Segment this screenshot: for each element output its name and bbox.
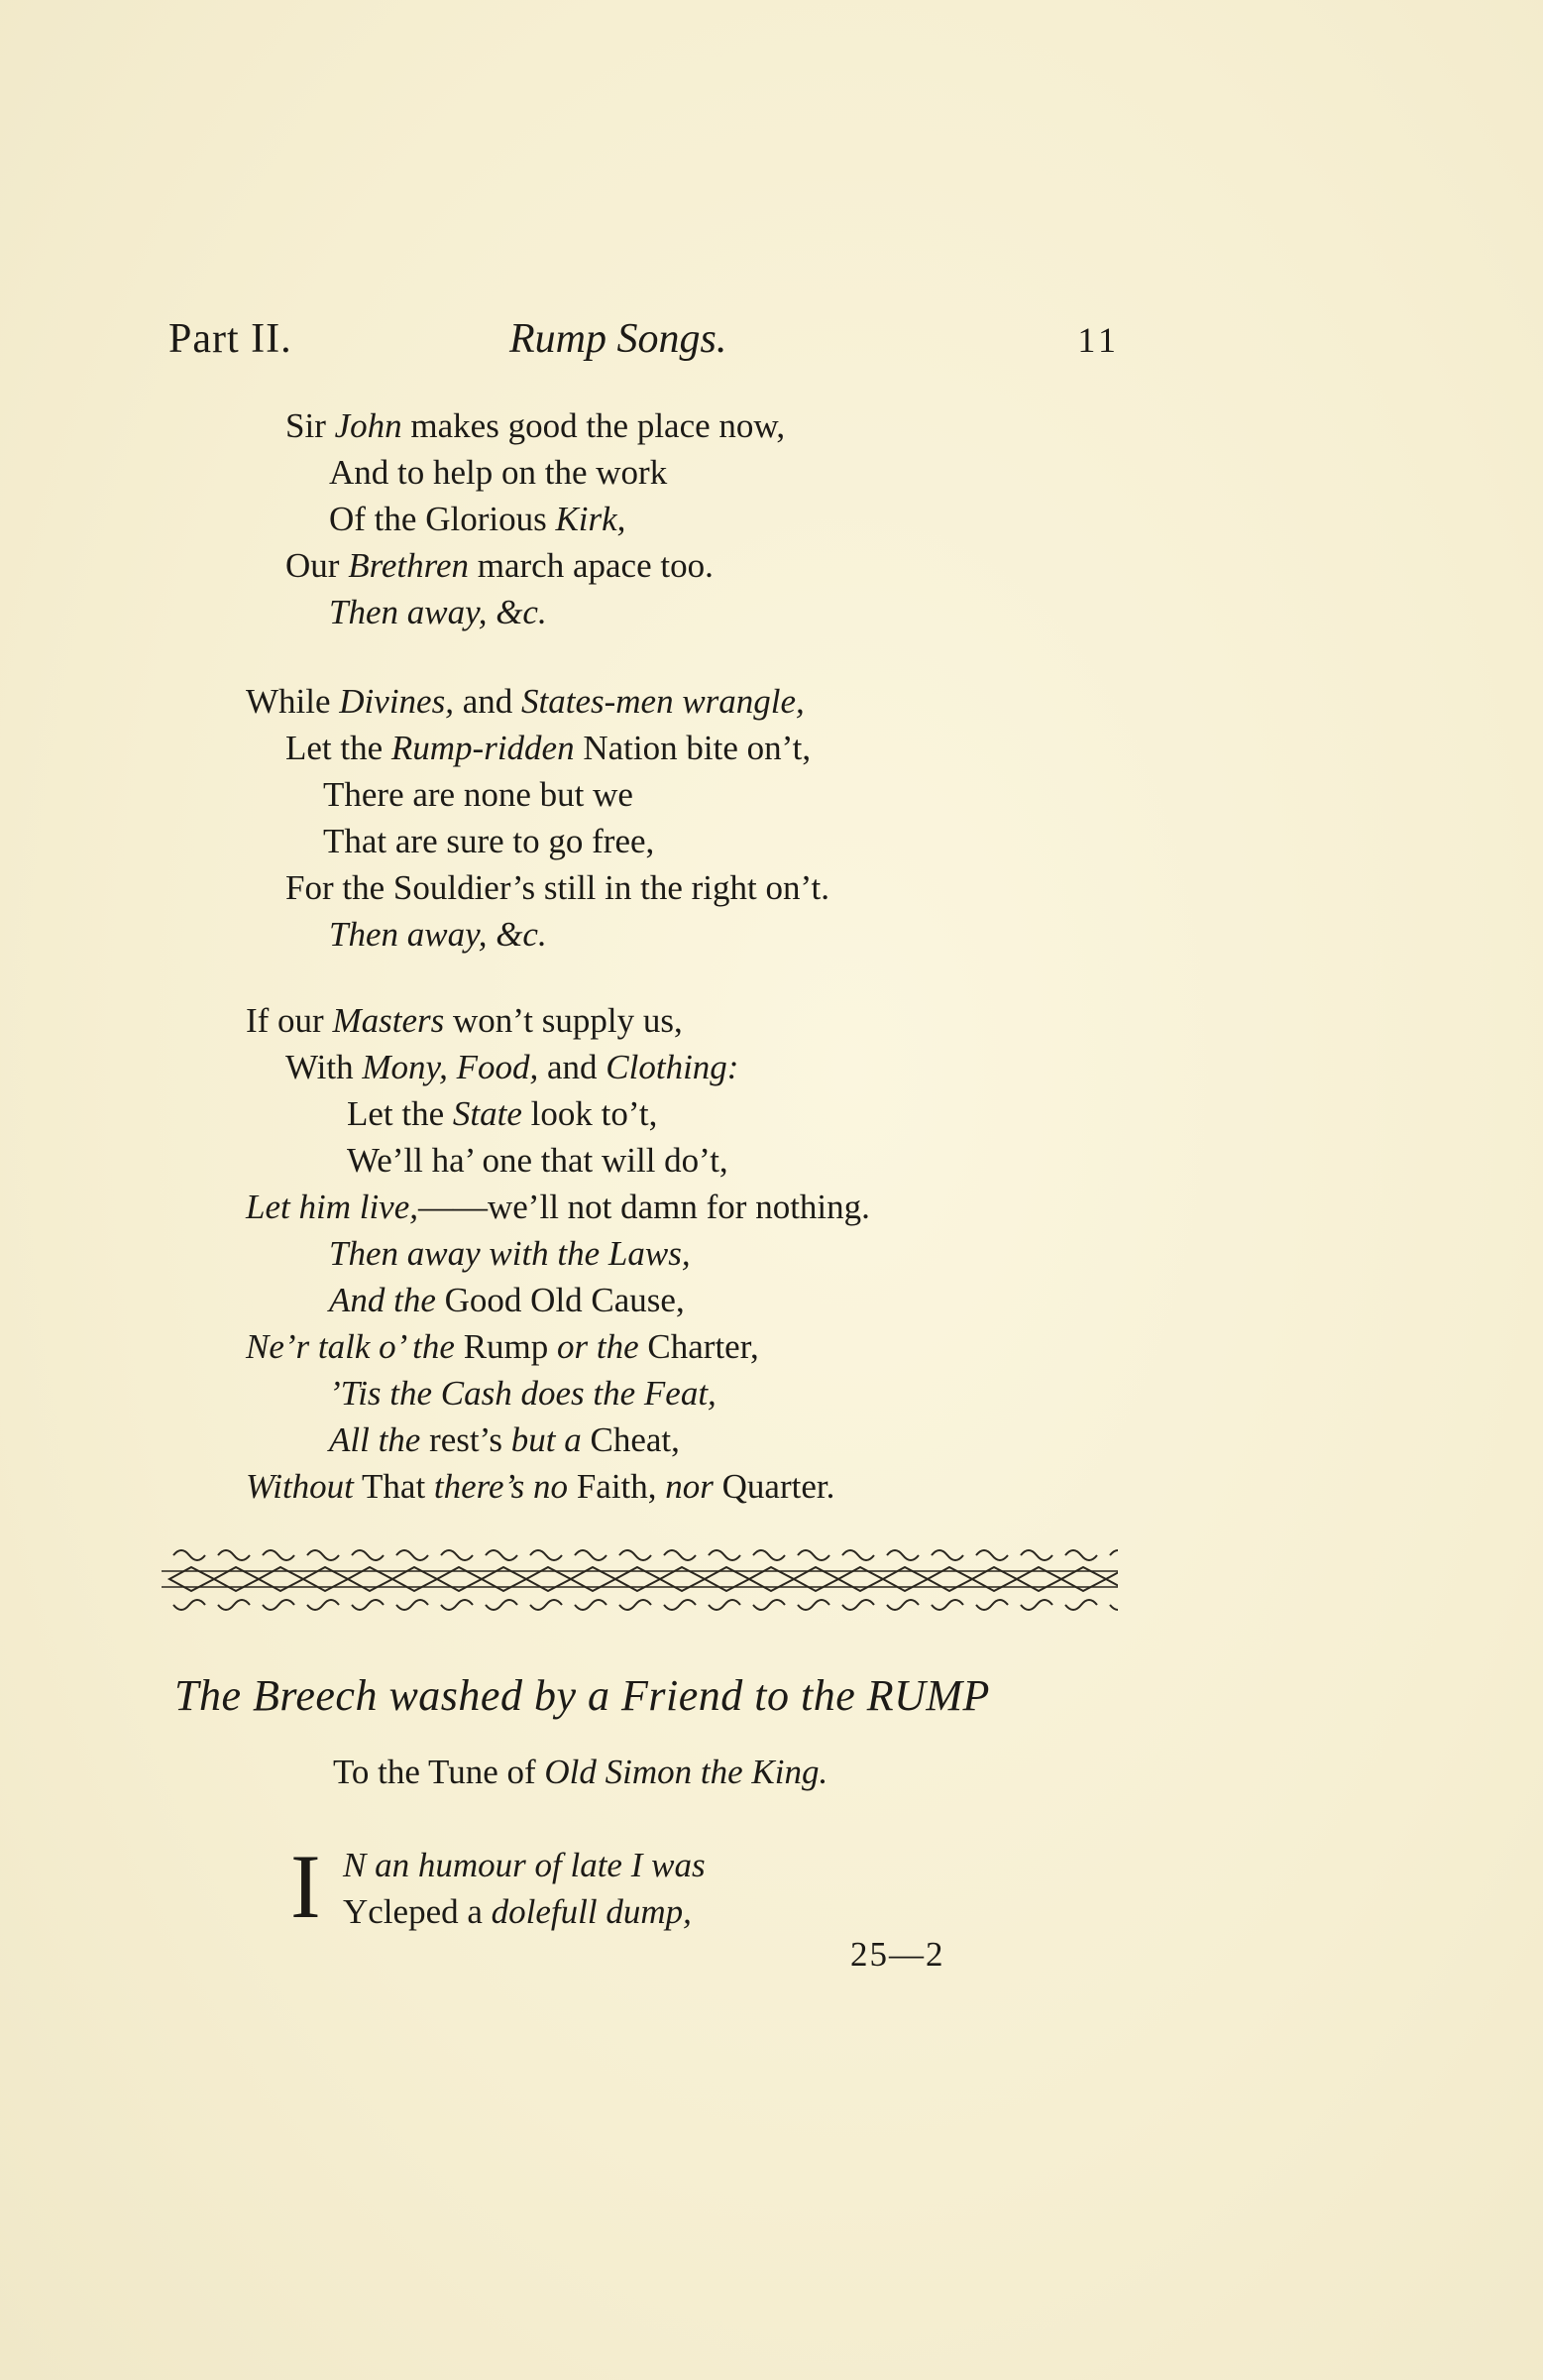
ornament-scroll-top	[619, 1550, 651, 1560]
verse-line	[329, 453, 667, 493]
drop-cap: I	[290, 1836, 321, 1937]
verse-segment: And the	[329, 1281, 436, 1319]
ornament-scroll-bottom	[976, 1600, 1008, 1610]
ornament-scroll-top	[842, 1550, 874, 1560]
signature-mark: 25—2	[850, 1935, 945, 1974]
ornament-scroll-bottom	[709, 1600, 740, 1610]
ornament-scroll-bottom	[1065, 1600, 1097, 1610]
part-label: Part II.	[168, 316, 292, 362]
verse-line	[329, 915, 547, 955]
verse-segment: While	[246, 682, 340, 721]
ornament-scroll-bottom	[441, 1600, 473, 1610]
verse-segment: Cheat,	[581, 1420, 680, 1459]
verse-segment: John	[334, 406, 402, 445]
verse-segment: N an humour of late I was	[343, 1846, 706, 1884]
ornament-scroll-top	[664, 1550, 696, 1560]
verse-segment: And to help on the work	[329, 453, 668, 492]
verse-segment: State	[452, 1094, 522, 1133]
verse-line	[323, 822, 654, 861]
verse-segment: Brethren	[348, 546, 470, 585]
verse-line	[285, 546, 714, 586]
ornament-scroll-top	[932, 1550, 963, 1560]
verse-segment: Quarter.	[713, 1467, 835, 1506]
ornament-scroll-top	[976, 1550, 1008, 1560]
verse-segment: That	[353, 1467, 434, 1506]
ornament-scroll-bottom	[887, 1600, 919, 1610]
ornament-scroll-bottom	[664, 1600, 696, 1610]
verse-segment: Rump-ridden	[390, 729, 575, 767]
verse-segment: Then away, &c.	[329, 915, 547, 954]
verse-segment: For the Souldier’s still in the right on’t.	[285, 868, 829, 907]
verse-line	[329, 593, 547, 632]
song-title: The Breech washed by a Friend to the RUMP	[174, 1671, 990, 1720]
verse-line	[285, 1048, 738, 1087]
ornament-scroll-top	[1021, 1550, 1052, 1560]
ornament-scroll-bottom	[798, 1600, 829, 1610]
opening-line	[343, 1846, 706, 1885]
ornament-scroll-bottom	[1110, 1600, 1118, 1610]
ornament-scroll-bottom	[352, 1600, 384, 1610]
opening-line	[343, 1892, 692, 1932]
verse-segment: There are none but we	[323, 775, 633, 814]
verse-line	[285, 406, 785, 446]
ornament-scroll-bottom	[263, 1600, 294, 1610]
tune-line	[333, 1753, 827, 1792]
ornament-scroll-bottom	[753, 1600, 785, 1610]
verse-segment: Let the	[285, 729, 391, 767]
verse-segment: there’s no	[433, 1467, 569, 1506]
ornament-scroll-bottom	[842, 1600, 874, 1610]
verse-segment: We’ll ha’ one that will do’t,	[347, 1141, 728, 1180]
ornament-scroll-top	[352, 1550, 384, 1560]
ornament-scroll-bottom	[396, 1600, 428, 1610]
running-head	[168, 315, 1120, 375]
verse-segment: but a	[510, 1420, 582, 1459]
verse-segment: That are sure to go free,	[323, 822, 655, 860]
verse-segment: Masters	[332, 1001, 445, 1040]
verse-segment: With	[285, 1048, 363, 1086]
verse-segment: Mony, Food,	[362, 1048, 539, 1086]
verse-segment: Nation bite on’t,	[574, 729, 812, 767]
ornament-scroll-bottom	[1021, 1600, 1052, 1610]
verse-line	[329, 500, 625, 539]
verse-segment: Let him live,	[246, 1188, 418, 1226]
verse-line	[246, 1188, 870, 1227]
verse-segment: Without	[246, 1467, 354, 1506]
page-number: 11	[1077, 320, 1120, 360]
verse-line	[329, 1281, 685, 1320]
verse-segment: If our	[246, 1001, 333, 1040]
verse-segment: Ne’r talk o’ the	[246, 1327, 455, 1366]
ornament-scroll-bottom	[575, 1600, 606, 1610]
verse-segment: All the	[329, 1420, 421, 1459]
verse-line	[323, 775, 633, 815]
verse-line	[246, 1327, 759, 1367]
ornament-scroll-top	[887, 1550, 919, 1560]
ornament-scroll-top	[798, 1550, 829, 1560]
verse-segment: Let the	[347, 1094, 453, 1133]
ornament-scroll-top	[753, 1550, 785, 1560]
verse-line	[329, 1234, 691, 1274]
verse-segment: Then away with the Laws,	[329, 1234, 691, 1273]
verse-segment: Then away, &c.	[329, 593, 547, 631]
ornament-scroll-top	[396, 1550, 428, 1560]
ornament-scroll-top	[263, 1550, 294, 1560]
ornament-scroll-bottom	[307, 1600, 339, 1610]
verse-segment: Ycleped a	[343, 1892, 492, 1931]
running-title: Rump Songs.	[509, 316, 727, 362]
verse-line	[246, 1467, 834, 1507]
verse-segment: Clothing:	[606, 1048, 739, 1086]
verse-segment: Divines,	[339, 682, 454, 721]
ornament-scroll-top	[486, 1550, 517, 1560]
verse-line	[347, 1141, 728, 1181]
verse-line	[329, 1374, 716, 1414]
verse-segment: look to’t,	[521, 1094, 658, 1133]
verse-segment: ’Tis the Cash does the Feat,	[329, 1374, 716, 1413]
ornament-scroll-bottom	[486, 1600, 517, 1610]
ornament-scroll-bottom	[173, 1600, 205, 1610]
ornamental-rule	[162, 1541, 1118, 1621]
verse-segment: Of the Glorious	[329, 500, 556, 538]
ornament-scroll-top	[1065, 1550, 1097, 1560]
verse-line	[246, 682, 805, 722]
verse-segment: or the	[557, 1327, 639, 1366]
ornament-scroll-top	[173, 1550, 205, 1560]
ornament-scroll-top	[441, 1550, 473, 1560]
ornament-scroll-bottom	[619, 1600, 651, 1610]
verse-segment: makes good the place now,	[401, 406, 786, 445]
verse-segment: States-men wrangle,	[521, 682, 805, 721]
ornament-scroll-top	[575, 1550, 606, 1560]
verse-segment: dolefull dump,	[491, 1892, 692, 1931]
ornament-scroll-bottom	[530, 1600, 562, 1610]
verse-segment: and	[538, 1048, 606, 1086]
verse-segment: ——we’ll not damn for nothing.	[418, 1188, 870, 1226]
ornament-scroll-bottom	[932, 1600, 963, 1610]
verse-segment: rest’s	[420, 1420, 511, 1459]
ornament-scroll-top	[1110, 1550, 1118, 1560]
verse-line	[285, 868, 829, 908]
verse-segment: Rump	[454, 1327, 558, 1366]
ornament-scroll-top	[530, 1550, 562, 1560]
verse-segment: won’t supply us,	[444, 1001, 683, 1040]
verse-line	[329, 1420, 680, 1460]
verse-segment: Charter,	[638, 1327, 759, 1366]
verse-line	[347, 1094, 657, 1134]
verse-segment: Good Old Cause,	[435, 1281, 685, 1319]
verse-segment: nor	[665, 1467, 714, 1506]
ornament-scroll-top	[709, 1550, 740, 1560]
verse-segment: march apace too.	[469, 546, 714, 585]
ornament-scroll-top	[218, 1550, 250, 1560]
verse-line	[285, 729, 811, 768]
verse-segment: and	[453, 682, 521, 721]
verse-segment: Kirk,	[555, 500, 626, 538]
verse-segment: Sir	[285, 406, 335, 445]
verse-segment: Our	[285, 546, 349, 585]
verse-line	[246, 1001, 683, 1041]
ornament-scroll-bottom	[218, 1600, 250, 1610]
tune-prefix: To the Tune of	[333, 1753, 545, 1791]
tune-name: Old Simon the King.	[544, 1753, 828, 1791]
verse-segment: Faith,	[568, 1467, 666, 1506]
ornament-scroll-top	[307, 1550, 339, 1560]
